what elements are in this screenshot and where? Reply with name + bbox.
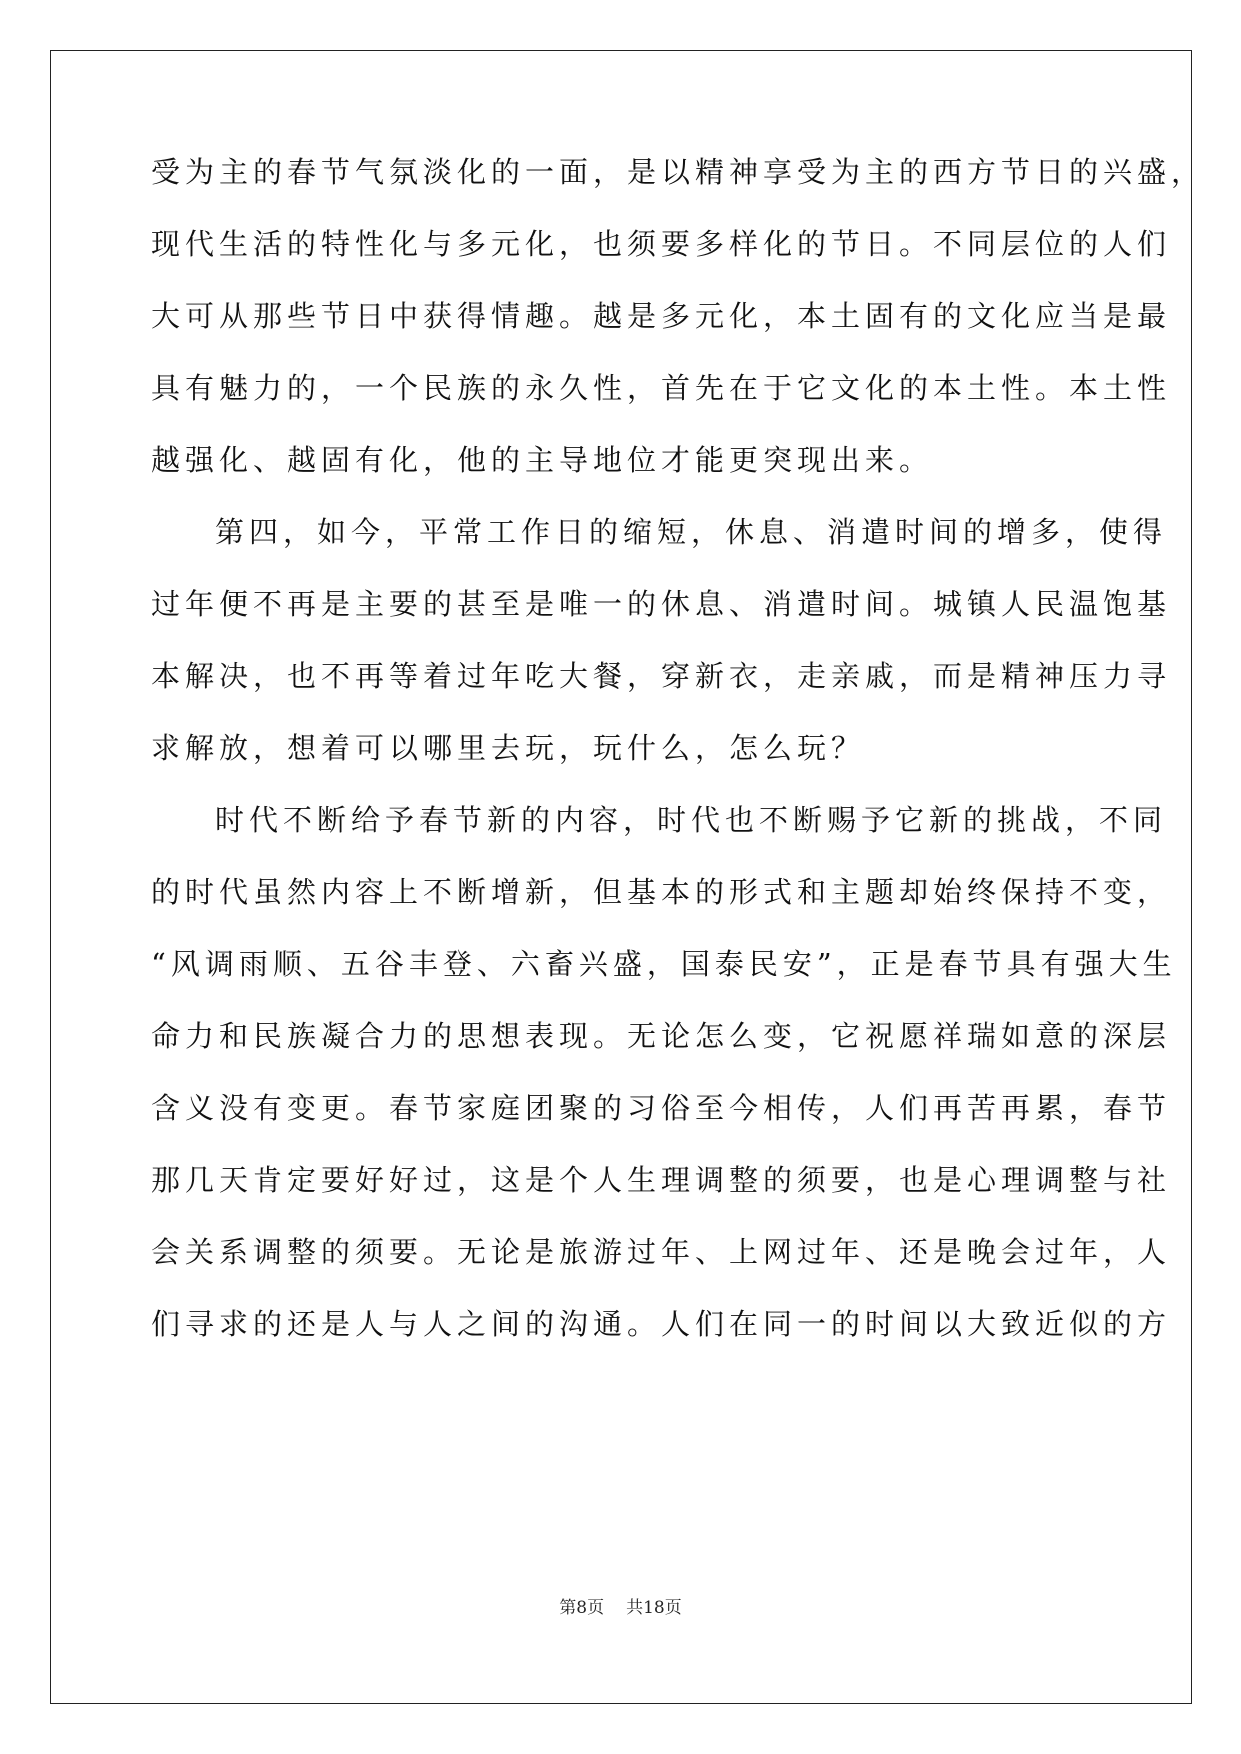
- text-line: 的时代虽然内容上不断增新，但基本的形式和主题却始终保持不变，: [151, 875, 1172, 909]
- text-line: 大可从那些节日中获得情趣。越是多元化，本土固有的文化应当是最: [151, 299, 1172, 333]
- text-line: 那几天肯定要好好过，这是个人生理调整的须要，也是心理调整与社: [151, 1163, 1172, 1197]
- text-line: 具有魅力的，一个民族的永久性，首先在于它文化的本土性。本土性: [151, 371, 1172, 405]
- page-total: 共18页: [626, 1598, 682, 1618]
- text-line: 命力和民族凝合力的思想表现。无论怎么变，它祝愿祥瑞如意的深层: [151, 1019, 1172, 1053]
- page-number: 第8页: [559, 1598, 605, 1618]
- text-line: 含义没有变更。春节家庭团聚的习俗至今相传，人们再苦再累，春节: [151, 1091, 1172, 1125]
- paragraph-first-line: 第四，如今，平常工作日的缩短，休息、消遣时间的增多，使得: [215, 515, 1168, 549]
- text-line: 受为主的春节气氛淡化的一面，是以精神享受为主的西方节日的兴盛，: [151, 155, 1206, 189]
- text-line: 求解放，想着可以哪里去玩，玩什么，怎么玩？: [151, 731, 866, 765]
- paragraph-first-line: 时代不断给予春节新的内容，时代也不断赐予它新的挑战，不同: [215, 803, 1168, 837]
- text-line: 会关系调整的须要。无论是旅游过年、上网过年、还是晚会过年，人: [151, 1235, 1172, 1269]
- text-line: 现代生活的特性化与多元化，也须要多样化的节日。不同层位的人们: [151, 227, 1172, 261]
- text-line: 过年便不再是主要的甚至是唯一的休息、消遣时间。城镇人民温饱基: [151, 587, 1172, 621]
- page-footer: [0, 1597, 1241, 1619]
- text-line: 越强化、越固有化，他的主导地位才能更突现出来。: [151, 443, 934, 477]
- text-line: 本解决，也不再等着过年吃大餐，穿新衣，走亲戚，而是精神压力寻: [151, 659, 1172, 693]
- text-line: “风调雨顺、五谷丰登、六畜兴盛，国泰民安”，正是春节具有强大生: [151, 947, 1177, 981]
- text-line: 们寻求的还是人与人之间的沟通。人们在同一的时间以大致近似的方: [151, 1307, 1172, 1341]
